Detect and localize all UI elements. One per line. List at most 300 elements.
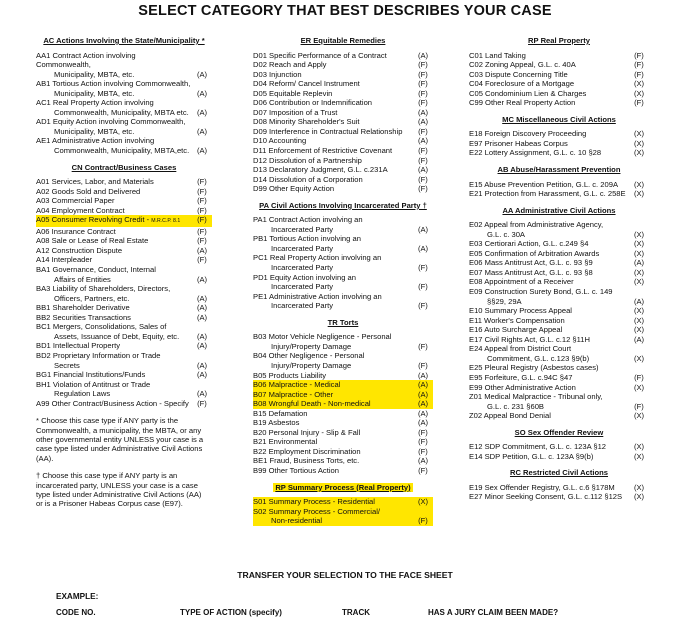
case-type-text: Secrets <box>54 360 80 370</box>
case-type-entry <box>253 79 433 89</box>
case-type-text: BD2 Proprietary Information or Trade <box>36 350 161 360</box>
case-type-label <box>36 79 192 89</box>
note-incarcerated: † Choose this case type if ANY party is an incarcerated party, UNLESS your case is a case type listed under Administrative Civil Actions (AA) or is a Prisoner Habeas Corpus case (E97). <box>36 471 202 509</box>
case-type-text: E07 Mass Antitrust Act, G.L. c. 93 §8 <box>469 267 593 277</box>
section-header: AA Administrative Civil Actions <box>502 205 616 215</box>
case-type-text: Affairs of Entities <box>54 274 111 284</box>
case-type-text: A12 Construction Dispute <box>36 245 123 255</box>
track-code <box>192 98 212 108</box>
case-type-text: C03 Dispute Concerning Title <box>469 69 568 79</box>
case-type-entry <box>469 335 649 345</box>
case-type-text: A99 Other Contract/Business Action - Specify <box>36 398 189 408</box>
track-code: (X) <box>633 239 645 249</box>
track-code: (F) <box>418 60 428 70</box>
case-type-text: E08 Appointment of a Receiver <box>469 277 574 287</box>
case-type-entry <box>253 146 433 156</box>
track-code: (X) <box>633 411 645 421</box>
case-type-entry <box>253 156 433 166</box>
case-type-entry <box>469 325 649 335</box>
case-type-text: Z02 Appeal Bond Denial <box>469 411 551 421</box>
case-type-label <box>36 380 192 390</box>
case-type-label <box>469 129 629 139</box>
category-section <box>469 206 649 421</box>
track-code: (X) <box>633 129 645 139</box>
track-code: (F) <box>418 427 428 437</box>
track-code: (A) <box>417 370 429 380</box>
section-header: ER Equitable Remedies <box>300 36 386 45</box>
track-code: (A) <box>417 243 429 253</box>
case-type-label <box>253 136 413 146</box>
case-type-label <box>36 255 192 265</box>
track-code: (A) <box>196 293 208 303</box>
case-type-text: A03 Commercial Paper <box>36 196 115 206</box>
case-type-entry <box>36 361 212 371</box>
case-type-text: E14 SDP Petition, G.L. c. 123A §9(b) <box>469 451 594 461</box>
track-code: (F) <box>418 79 428 89</box>
case-type-entry <box>36 341 212 351</box>
case-type-text: B05 Products Liability <box>253 370 327 380</box>
case-type-text: B99 Other Tortious Action <box>253 465 339 475</box>
track-code <box>629 287 649 297</box>
case-type-label <box>36 196 192 206</box>
track-code: (X) <box>633 492 645 502</box>
case-type-text: B04 Other Negligence - Personal <box>253 351 365 361</box>
case-type-label <box>36 146 192 156</box>
example-col-type: TYPE OF ACTION (specify) <box>180 608 282 617</box>
case-type-entry <box>253 466 433 476</box>
case-type-text: A04 Employment Contract <box>36 205 125 215</box>
case-type-text: Commonwealth, Municipality, MBTA,etc. <box>54 146 190 156</box>
track-code: (F) <box>197 177 207 187</box>
case-type-entry <box>469 239 649 249</box>
category-section <box>469 36 649 108</box>
case-type-text: AC1 Real Property Action involving <box>36 98 154 108</box>
track-code: (A) <box>196 88 208 98</box>
case-type-entry <box>253 456 433 466</box>
case-type-label <box>469 344 629 354</box>
case-type-text: PE1 Administrative Action involving an <box>253 291 382 301</box>
case-type-text: D10 Accounting <box>253 136 307 146</box>
case-type-label <box>36 127 192 137</box>
case-type-entry <box>253 332 433 342</box>
case-type-label <box>36 332 192 342</box>
case-type-label <box>469 277 629 287</box>
section-header: RC Restricted Civil Actions <box>509 468 609 478</box>
track-code <box>629 363 649 373</box>
track-code: (X) <box>633 148 645 158</box>
case-type-entry <box>469 268 649 278</box>
case-type-entry <box>253 234 433 244</box>
track-code: (X) <box>633 442 645 452</box>
track-code: (X) <box>633 315 645 325</box>
case-type-entry <box>253 51 433 61</box>
case-type-entry <box>469 79 649 89</box>
section-header: RP Summary Process (Real Property) <box>275 482 411 492</box>
case-type-entry <box>36 89 212 99</box>
track-code <box>413 292 433 302</box>
track-code <box>192 136 212 146</box>
case-type-entry <box>253 342 433 352</box>
track-code: (F) <box>418 184 428 194</box>
track-code: (X) <box>633 306 645 316</box>
category-section <box>469 115 649 158</box>
track-code: (X) <box>413 497 433 507</box>
case-type-label <box>253 418 413 428</box>
case-type-entry <box>253 516 433 526</box>
case-type-entry <box>253 390 433 400</box>
track-code: (F) <box>418 360 428 370</box>
case-type-text: B15 Defamation <box>253 408 308 418</box>
case-type-label <box>253 51 413 61</box>
track-code <box>192 265 212 275</box>
case-type-text: Injury/Property Damage <box>271 341 352 351</box>
case-type-text: AB1 Tortious Action involving Commonwealth, <box>36 79 191 89</box>
case-type-entry <box>253 184 433 194</box>
case-type-label <box>253 428 413 438</box>
case-type-label <box>253 342 413 352</box>
case-type-text: E12 SDP Commitment, G.L. c. 123A §12 <box>469 442 607 452</box>
case-type-label <box>36 117 192 127</box>
section-header: AC Actions Involving the State/Municipality * <box>43 36 205 45</box>
case-type-text: BB1 Shareholder Derivative <box>36 303 130 313</box>
case-type-entry <box>469 287 649 297</box>
case-type-label <box>36 215 192 227</box>
case-type-text: A01 Services, Labor, and Materials <box>36 177 154 187</box>
case-type-label <box>469 383 629 393</box>
case-type-text: §§29, 29A <box>487 296 522 306</box>
case-type-text: A02 Goods Sold and Delivered <box>36 186 141 196</box>
track-code: (A) <box>196 370 208 380</box>
track-code: (F) <box>192 215 212 227</box>
section-header: PA Civil Actions Involving Incarcerated Party † <box>259 200 427 210</box>
sections <box>253 36 433 526</box>
track-code: (A) <box>413 380 433 390</box>
track-code <box>629 220 649 230</box>
case-type-text: D01 Specific Performance of a Contract <box>253 50 387 60</box>
case-type-label <box>36 275 192 285</box>
case-type-text: PA1 Contract Action involving an <box>253 215 363 225</box>
case-type-text: D07 Imposition of a Trust <box>253 107 338 117</box>
case-type-text: D12 Dissolution of a Partnership <box>253 155 362 165</box>
track-code: (X) <box>633 88 645 98</box>
category-section <box>36 163 212 409</box>
case-type-entry <box>253 380 433 390</box>
section-header: CN Contract/Business Cases <box>71 162 177 172</box>
case-type-label <box>253 361 413 371</box>
case-type-label <box>36 206 192 216</box>
case-type-entry <box>253 117 433 127</box>
case-type-label <box>36 98 192 108</box>
case-type-entry <box>253 418 433 428</box>
case-type-label <box>36 361 192 371</box>
track-code: (X) <box>633 229 645 239</box>
track-code: (A) <box>417 136 429 146</box>
case-type-entry <box>36 236 212 246</box>
case-type-label <box>36 284 192 294</box>
track-code: (F) <box>418 282 428 292</box>
case-type-text: BD1 Intellectual Property <box>36 341 120 351</box>
case-type-entry <box>469 139 649 149</box>
case-type-entry <box>469 402 649 412</box>
case-type-text: E25 Pleural Registry (Asbestos cases) <box>469 363 599 373</box>
case-type-label <box>36 70 192 80</box>
example-col-jury: HAS A JURY CLAIM BEEN MADE? <box>428 608 559 617</box>
category-section <box>253 36 433 194</box>
case-type-label <box>469 325 629 335</box>
case-type-label <box>469 297 629 307</box>
case-type-entry <box>253 98 433 108</box>
case-type-label <box>469 249 629 259</box>
case-type-entry <box>469 70 649 80</box>
case-type-text: S01 Summary Process - Residential <box>253 497 375 507</box>
case-type-entry <box>469 452 649 462</box>
track-code <box>413 234 433 244</box>
track-code: (F) <box>197 196 207 206</box>
case-type-entry <box>469 363 649 373</box>
track-code: (A) <box>196 69 208 79</box>
case-type-label <box>36 294 192 304</box>
section-header: SO Sex Offender Review <box>514 427 604 437</box>
track-code: (X) <box>633 248 645 258</box>
case-type-label <box>253 117 413 127</box>
case-type-label <box>469 363 629 373</box>
track-code: (A) <box>413 390 433 400</box>
track-code: (A) <box>196 331 208 341</box>
case-type-text: E16 Auto Surcharge Appeal <box>469 325 563 335</box>
case-type-label <box>253 380 413 390</box>
case-type-text: BE1 Fraud, Business Torts, etc. <box>253 456 360 466</box>
case-type-entry <box>253 273 433 283</box>
case-type-label <box>469 180 629 190</box>
case-type-entry <box>253 428 433 438</box>
case-type-text: Municipality, MBTA, etc. <box>54 69 135 79</box>
case-type-label <box>469 98 629 108</box>
case-type-text: Regulation Laws <box>54 389 111 399</box>
case-type-label <box>253 89 413 99</box>
case-type-label <box>469 220 629 230</box>
track-code: (F) <box>634 50 644 60</box>
example-label: EXAMPLE: <box>56 592 99 601</box>
case-type-text: G.L. c. 30A <box>487 229 525 239</box>
case-type-label <box>253 301 413 311</box>
case-type-text: C01 Land Taking <box>469 50 526 60</box>
case-type-entry <box>469 373 649 383</box>
track-code <box>192 351 212 361</box>
case-type-label <box>469 442 629 452</box>
track-code <box>192 380 212 390</box>
case-type-entry <box>36 51 212 70</box>
case-type-entry <box>469 383 649 393</box>
track-code <box>192 51 212 70</box>
track-code: (F) <box>418 341 428 351</box>
case-type-label <box>253 409 413 419</box>
case-type-entry <box>469 230 649 240</box>
case-type-label <box>469 354 629 364</box>
track-code: (A) <box>417 117 429 127</box>
case-type-text: AA1 Contract Action involving Commonwealth, <box>36 50 136 70</box>
page-title: SELECT CATEGORY THAT BEST DESCRIBES YOUR CASE <box>138 3 552 19</box>
case-type-label <box>253 98 413 108</box>
case-type-label <box>253 456 413 466</box>
track-code <box>629 344 649 354</box>
case-type-entry <box>36 399 212 409</box>
case-type-entry <box>469 98 649 108</box>
track-code: (F) <box>197 205 207 215</box>
track-code <box>413 253 433 263</box>
case-type-entry <box>36 284 212 294</box>
case-type-label <box>36 51 192 70</box>
case-type-label <box>253 282 413 292</box>
case-type-label <box>469 287 629 297</box>
case-type-entry <box>469 258 649 268</box>
case-type-text: BG1 Financial Institutions/Funds <box>36 370 146 380</box>
case-type-entry <box>36 370 212 380</box>
case-type-label <box>253 351 413 361</box>
case-type-text: BC1 Mergers, Consolidations, Sales of <box>36 322 167 332</box>
case-type-entry <box>36 389 212 399</box>
column-middle <box>253 36 433 533</box>
case-type-label <box>469 373 629 383</box>
case-type-entry <box>36 187 212 197</box>
case-type-entry <box>36 332 212 342</box>
case-type-text: E06 Mass Antitrust Act, G.L. c. 93 §9 <box>469 258 593 268</box>
case-type-label <box>469 268 629 278</box>
case-type-label <box>253 234 413 244</box>
case-type-entry <box>253 409 433 419</box>
case-type-text: D14 Dissolution of a Corporation <box>253 174 363 184</box>
case-type-label <box>253 292 413 302</box>
case-type-text: E24 Appeal from District Court <box>469 344 572 354</box>
sections <box>469 36 649 502</box>
case-type-label <box>469 60 629 70</box>
case-type-entry <box>36 265 212 275</box>
case-type-text: B07 Malpractice - Other <box>253 389 334 399</box>
case-type-label <box>253 165 413 175</box>
case-type-entry <box>469 483 649 493</box>
track-code: (A) <box>196 126 208 136</box>
case-type-text: D04 Reform/ Cancel Instrument <box>253 79 360 89</box>
track-code: (F) <box>418 146 428 156</box>
track-code: (X) <box>633 79 645 89</box>
track-code: (F) <box>197 226 207 236</box>
case-type-text: Incarcerated Party <box>271 263 334 273</box>
case-type-entry <box>469 129 649 139</box>
case-type-entry <box>469 411 649 421</box>
case-type-text: Injury/Property Damage <box>271 360 352 370</box>
case-type-text: B21 Environmental <box>253 437 318 447</box>
case-type-entry <box>253 447 433 457</box>
track-code: (X) <box>633 179 645 189</box>
case-type-label <box>469 239 629 249</box>
case-type-text: E27 Minor Seeking Consent, G.L. c.112 §12S <box>469 492 623 502</box>
track-code: (A) <box>417 165 429 175</box>
case-type-label <box>253 390 413 400</box>
case-type-entry <box>253 70 433 80</box>
case-type-entry <box>253 127 433 137</box>
case-type-entry <box>253 361 433 371</box>
case-type-label <box>253 244 413 254</box>
case-type-label <box>253 497 413 507</box>
case-type-label <box>469 452 629 462</box>
track-code: (F) <box>197 398 207 408</box>
case-type-text: E19 Sex Offender Registry, G.L. c.6 §178M <box>469 482 615 492</box>
case-type-text: B20 Personal Injury - Slip & Fall <box>253 427 361 437</box>
section-header: TR Torts <box>327 317 359 327</box>
case-type-text: A06 Insurance Contract <box>36 226 116 236</box>
track-code: (F) <box>634 401 644 411</box>
case-type-label <box>253 156 413 166</box>
track-code: (A) <box>196 303 208 313</box>
track-code <box>192 117 212 127</box>
track-code: (X) <box>633 382 645 392</box>
track-code: (A) <box>417 408 429 418</box>
case-type-text: E15 Abuse Prevention Petition, G.L. c. 209A <box>469 179 619 189</box>
case-type-label <box>36 136 192 146</box>
case-type-label <box>253 263 413 273</box>
case-type-label <box>469 148 629 158</box>
track-code <box>192 284 212 294</box>
case-type-label <box>469 316 629 326</box>
case-type-label <box>469 402 629 412</box>
case-type-label <box>469 492 629 502</box>
track-code: (F) <box>418 446 428 456</box>
case-type-text: D08 Minority Shareholder's Suit <box>253 117 360 127</box>
case-type-text: Incarcerated Party <box>271 243 334 253</box>
track-code: (F) <box>197 255 207 265</box>
case-type-entry <box>469 316 649 326</box>
track-code: (F) <box>418 301 428 311</box>
case-type-entry <box>36 108 212 118</box>
case-type-label <box>253 127 413 137</box>
case-type-text: Municipality, MBTA, etc. <box>54 88 135 98</box>
track-code <box>413 507 433 517</box>
rule-reference: M.R.C.P. 8.1 <box>151 218 181 225</box>
case-type-entry <box>253 108 433 118</box>
track-code <box>413 332 433 342</box>
case-type-entry <box>253 507 433 517</box>
case-type-label <box>36 322 192 332</box>
case-type-label <box>253 507 413 517</box>
case-type-label <box>253 70 413 80</box>
case-type-label <box>469 392 629 402</box>
track-code: (A) <box>196 341 208 351</box>
case-type-text: E09 Construction Surety Bond, G.L. c. 149 <box>469 287 613 297</box>
case-type-label <box>36 341 192 351</box>
case-type-text: Commitment, G.L. c.123 §9(b) <box>487 353 590 363</box>
case-type-entry <box>253 136 433 146</box>
case-type-label <box>469 89 629 99</box>
case-type-text: Z01 Medical Malpractice - Tribunal only, <box>469 392 603 402</box>
case-type-entry <box>253 351 433 361</box>
case-type-entry <box>469 51 649 61</box>
track-code: (A) <box>633 334 645 344</box>
case-type-text: E21 Protection from Harassment, G.L. c. 258E <box>469 189 626 199</box>
case-type-label <box>253 466 413 476</box>
case-type-text: D99 Other Equity Action <box>253 184 335 194</box>
case-type-text: B19 Asbestos <box>253 418 300 428</box>
case-type-label <box>469 335 629 345</box>
case-type-text: BH1 Violation of Antitrust or Trade <box>36 379 151 389</box>
case-type-label <box>253 108 413 118</box>
case-type-entry <box>253 165 433 175</box>
category-section <box>253 201 433 311</box>
track-code: (F) <box>418 465 428 475</box>
case-type-entry <box>36 117 212 127</box>
case-type-text: PD1 Equity Action involving an <box>253 272 356 282</box>
case-type-text: B22 Employment Discrimination <box>253 446 361 456</box>
case-type-entry <box>36 215 212 227</box>
track-code <box>413 215 433 225</box>
